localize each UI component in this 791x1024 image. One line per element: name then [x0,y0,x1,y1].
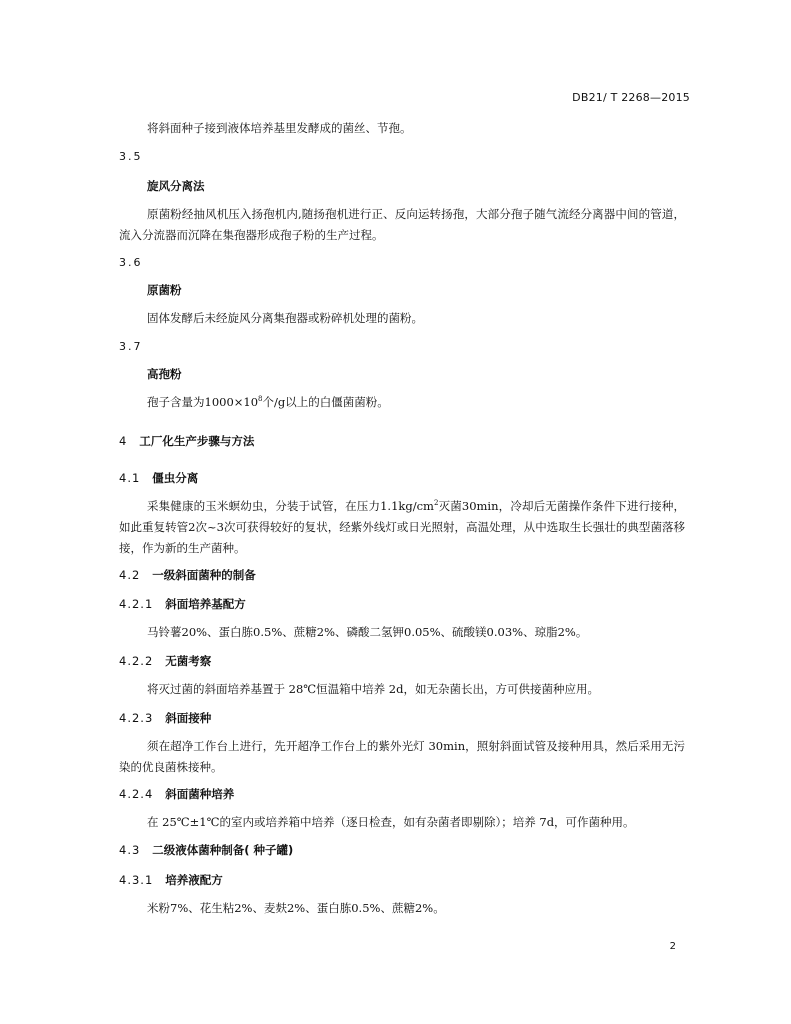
section-3-7-term: 高孢粉 [147,367,182,381]
section-3-6-term: 原菌粉 [147,283,182,297]
section-4-2-3-heading [119,710,211,726]
section-4-2-2-number: 4.2.2 [119,654,154,668]
section-4-1-title: 僵虫分离 [152,471,199,485]
section-3-5-definition: 原菌粉经抽风机压入扬孢机内,随扬孢机进行正、反向运转扬孢，大部分孢子随气流经分离器中间的管道，流入分流器而沉降在集孢器形成孢子粉的生产过程。 [119,207,685,242]
section-4-2-4-title: 斜面菌种培养 [165,787,235,801]
intro-paragraph: 将斜面种子接到液体培养基里发酵成的菌丝、节孢。 [147,121,412,135]
section-4-2-2-body: 将灭过菌的斜面培养基置于 28℃恒温箱中培养 2d，如无杂菌长出，方可供接菌种应用。 [147,682,599,696]
section-4-2-title: 一级斜面菌种的制备 [152,568,256,582]
section-4-number: 4 [119,434,128,448]
definition-text-b: 个/g以上的白僵菌菌粉。 [262,395,389,409]
section-4-1-heading [119,470,198,486]
superscript: 2 [433,499,439,508]
definition-text-a: 孢子含量为1000×10 [147,395,259,409]
section-3-5-number: 3.5 [119,150,143,163]
superscript: 8 [258,395,263,404]
section-4-3-1-heading [119,872,223,888]
section-4-2-3-body: 须在超净工作台上进行，先开超净工作台上的紫外光灯 30min，照射斜面试管及接种用具，然后采用无污染的优良菌株接种。 [119,739,685,774]
section-3-7-number: 3.7 [119,340,143,353]
section-4-title: 工厂化生产步骤与方法 [139,434,255,448]
section-4-1-number: 4.1 [119,471,141,485]
document-header-code: DB21/ T 2268—2015 [572,91,690,104]
section-4-2-1-heading [119,596,246,612]
body-text-b: 灭菌30min，冷却后无菌操作条件下进行接种，如此重复转管2次~3次可获得较好的复状，经紫外线灯或日光照射，高温处理，从中选取生长强壮的典型菌落移接，作为新的生产菌种。 [119,499,685,555]
section-3-5-term: 旋风分离法 [147,179,205,193]
section-4-2-3-number: 4.2.3 [119,711,154,725]
section-4-2-number: 4.2 [119,568,141,582]
section-4-3-title: 二级液体菌种制备( 种子罐) [152,843,294,857]
section-3-6-definition: 固体发酵后未经旋风分离集孢器或粉碎机处理的菌粉。 [147,311,423,325]
section-4-2-heading [119,567,256,583]
section-4-2-4-body: 在 25℃±1℃的室内或培养箱中培养（逐日检查，如有杂菌者即剔除）；培养 7d，可作菌种用。 [147,815,635,829]
section-4-2-1-number: 4.2.1 [119,597,154,611]
section-4-2-4-number: 4.2.4 [119,787,154,801]
section-4-2-2-title: 无菌考察 [165,654,212,668]
section-4-2-4-heading [119,786,234,802]
section-4-3-heading [119,842,293,858]
section-4-3-number: 4.3 [119,843,141,857]
section-4-2-2-heading [119,653,211,669]
section-4-2-1-title: 斜面培养基配方 [165,597,246,611]
section-4-1-body [119,496,685,559]
section-3-7-definition [147,392,687,413]
page-number: 2 [669,941,676,952]
section-4-heading [119,433,254,449]
section-4-3-1-body: 米粉7%、花生粘2%、麦麸2%、蛋白胨0.5%、蔗糖2%。 [147,901,445,915]
section-4-3-1-title: 培养液配方 [165,873,223,887]
section-4-2-1-body: 马铃薯20%、蛋白胨0.5%、蔗糖2%、磷酸二氢钾0.05%、硫酸镁0.03%、琼脂2%。 [147,625,588,639]
section-3-6-number: 3.6 [119,256,143,269]
body-text-a: 采集健康的玉米螟幼虫，分装于试管，在压力1.1kg/cm [147,499,434,513]
section-4-2-3-title: 斜面接种 [165,711,212,725]
section-4-3-1-number: 4.3.1 [119,873,154,887]
